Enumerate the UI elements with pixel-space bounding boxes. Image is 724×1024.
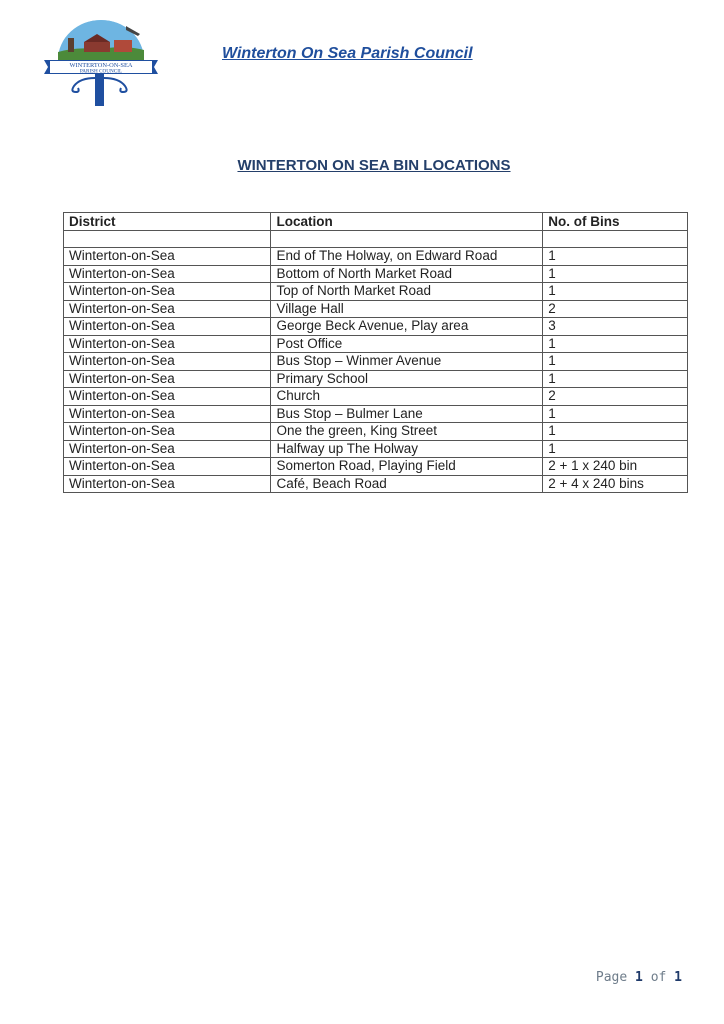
table-row [64,300,688,318]
cell-no-of-bins: 1 [543,405,688,423]
cell-location: Post Office [271,335,543,353]
table-row [64,318,688,336]
table-row [64,353,688,371]
page-current: 1 [635,970,643,985]
cell-district: Winterton-on-Sea [64,440,271,458]
cell-district: Winterton-on-Sea [64,318,271,336]
table-row [64,283,688,301]
cell-district: Winterton-on-Sea [64,353,271,371]
cell-no-of-bins: 1 [543,353,688,371]
cell-district: Winterton-on-Sea [64,405,271,423]
column-header-district: District [64,213,271,231]
cell-no-of-bins: 1 [543,283,688,301]
cell-location: One the green, King Street [271,423,543,441]
cell-location: Halfway up The Holway [271,440,543,458]
cell-district: Winterton-on-Sea [64,423,271,441]
cell-district: Winterton-on-Sea [64,248,271,266]
table-row [64,423,688,441]
cell-no-of-bins: 1 [543,248,688,266]
cell-district: Winterton-on-Sea [64,335,271,353]
parish-council-logo [40,16,162,108]
table-row [64,475,688,493]
document-title: WINTERTON ON SEA BIN LOCATIONS [237,157,511,174]
cell-district: Winterton-on-Sea [64,475,271,493]
column-header-location: Location [271,213,543,231]
cell-location: Church [271,388,543,406]
cell-no-of-bins: 1 [543,335,688,353]
page-label: Page [595,970,628,985]
page-total: 1 [674,970,682,985]
table-header-row [64,213,688,231]
cell-location: Top of North Market Road [271,283,543,301]
cell-district: Winterton-on-Sea [64,300,271,318]
column-header-no-of-bins: No. of Bins [543,213,688,231]
table-row [64,388,688,406]
page-number [596,970,682,985]
logo-text-line1: WINTERTON-ON-SEA [69,62,133,69]
table-row [64,335,688,353]
cell-district: Winterton-on-Sea [64,458,271,476]
cell-no-of-bins: 1 [543,423,688,441]
header-title: Winterton On Sea Parish Council [222,45,473,62]
logo-text-line2: PARISH COUNCIL [79,68,123,75]
cell-no-of-bins: 1 [543,440,688,458]
cell-location: Café, Beach Road [271,475,543,493]
cell-district: Winterton-on-Sea [64,265,271,283]
cell-no-of-bins: 1 [543,370,688,388]
cell-location: End of The Holway, on Edward Road [271,248,543,266]
cell-no-of-bins: 2 [543,388,688,406]
cell-district: Winterton-on-Sea [64,283,271,301]
cell-location: Bottom of North Market Road [271,265,543,283]
cell-no-of-bins: 2 [543,300,688,318]
cell-no-of-bins: 2 + 1 x 240 bin [543,458,688,476]
table-row [64,440,688,458]
cell-location: Bus Stop – Winmer Avenue [271,353,543,371]
table-row [64,405,688,423]
cell-no-of-bins: 3 [543,318,688,336]
cell-location: Bus Stop – Bulmer Lane [271,405,543,423]
cell-location: Village Hall [271,300,543,318]
bin-locations-table [63,212,688,493]
table-row [64,265,688,283]
cell-no-of-bins: 2 + 4 x 240 bins [543,475,688,493]
cell-location: Somerton Road, Playing Field [271,458,543,476]
table-row [64,248,688,266]
table-row [64,370,688,388]
blank-row [64,231,688,248]
cell-district: Winterton-on-Sea [64,388,271,406]
cell-location: Primary School [271,370,543,388]
cell-location: George Beck Avenue, Play area [271,318,543,336]
page-of-label: of [650,970,667,985]
table-row [64,458,688,476]
cell-district: Winterton-on-Sea [64,370,271,388]
cell-no-of-bins: 1 [543,265,688,283]
